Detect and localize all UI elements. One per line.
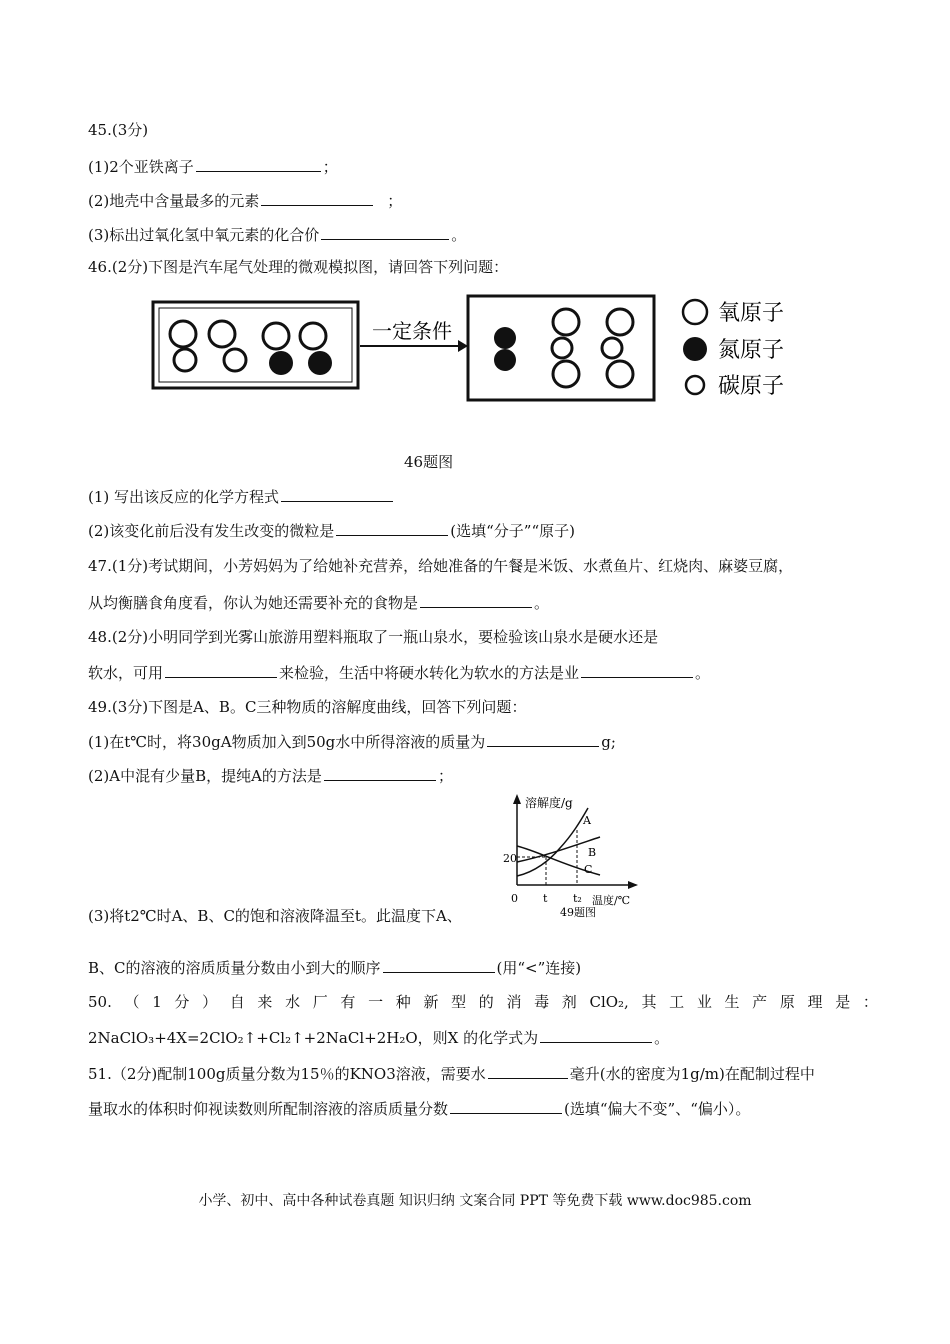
answer-blank [324,765,436,781]
q45-part1 [88,156,338,177]
answer-blank [581,662,693,678]
q47-line1: 47.(1分)考试期间，小芳妈妈为了给她补充营养，给她准备的午餐是米饭、水煮鱼片、红烧肉、麻婆豆腐， [88,557,794,575]
q49-part3b-end: (用“<”连接) [496,959,582,977]
q50-token: ： [862,993,878,1011]
q50-token: 工 [669,993,685,1011]
legend-oxygen: 氧原子 [718,301,785,326]
q50-token: 50. [88,993,112,1011]
q49-part1 [88,731,616,752]
q45-part2 [88,190,402,211]
carbon-atom-icon [686,376,704,394]
nitrogen-atom-icon [683,337,707,361]
q45-part1-text: (1)2个亚铁离子 [88,158,194,176]
q50-token: 剂 [561,993,577,1011]
q45-title: 45.(3分) [88,121,149,139]
series-label-b: B [588,846,597,859]
q49-part3b [88,957,581,978]
q50-token: 1 [152,993,162,1011]
q45-part3 [88,224,466,245]
chart-xtick-0: 0 [511,892,518,905]
answer-blank [420,592,532,608]
answer-blank [487,731,599,747]
legend-nitrogen: 氮原子 [718,338,785,363]
arrow-label: 一定条件 [372,319,452,343]
q50-token: 来 [257,993,273,1011]
answer-blank [488,1063,568,1079]
q50-token: （ [124,993,140,1011]
q50-token: ClO₂, [589,993,629,1011]
series-label-c: C [584,863,593,876]
q51-line1-a: 51.（2分)配制100g质量分数为15％的KNO3溶液，需要水 [88,1065,486,1083]
q50-token: 一 [368,993,384,1011]
q49-part1-text: (1)在t℃时，将30gA物质加入到50g水中所得溶液的质量为 [88,733,486,751]
q45-part3-text: (3)标出过氧化氢中氧元素的化合价 [88,226,320,244]
q50-token: 有 [340,993,356,1011]
answer-blank [321,224,449,240]
q50-token: 其 [641,993,657,1011]
q50-token: ） [202,993,218,1011]
q47-line2-text: 从均衡膳食角度看，你认为她还需要补充的食物是 [88,594,419,612]
oxygen-atom-icon [683,300,707,324]
q50-token: 水 [285,993,301,1011]
chart-xtick-t: t [543,892,548,905]
legend-carbon: 碳原子 [718,374,785,399]
q46-part2 [88,520,575,541]
q50-token: 种 [395,993,411,1011]
q49-part2-end: ； [437,767,453,785]
q50-token: 型 [451,993,467,1011]
q46-part1 [88,486,395,507]
chart-ylabel: 溶解度/g [525,796,573,810]
q50-token: 毒 [534,993,550,1011]
q49-part2 [88,765,453,786]
reaction-diagram [150,288,810,413]
q48-line2-end: 。 [695,664,711,682]
q49-title: 49.(3分)下图是A、B。C三种物质的溶解度曲线，回答下列问题： [88,698,527,716]
q46-caption: 46题图 [404,453,454,471]
answer-blank [165,662,277,678]
q50-token: 产 [752,993,768,1011]
q50-token: 自 [229,993,245,1011]
q45-part3-end: 。 [451,226,467,244]
q50-token: 理 [807,993,823,1011]
q48-line2 [88,662,710,683]
q49-part1-end: g; [601,733,616,751]
q50-line1 [88,992,878,1012]
q51-line2-end: (选填“偏大不变”、“偏小）。 [564,1100,751,1118]
q51-line2 [88,1098,750,1119]
q50-line2-text: 2NaClO₃+4X=2ClO₂↑+Cl₂↑+2NaCl+2H₂O，则X 的化学式为 [88,1029,539,1047]
q48-line1: 48.(2分)小明同学到光雾山旅游用塑料瓶取了一瓶山泉水，要检验该山泉水是硬水还是 [88,628,659,646]
q47-line2 [88,592,549,613]
q50-line2 [88,1027,669,1048]
q48-line2-b: 来检验，生活中将硬水转化为软水的方法是业 [279,664,580,682]
answer-blank [383,957,495,973]
q45-part2-text: (2)地壳中含量最多的元素 [88,192,260,210]
q50-token: 消 [506,993,522,1011]
q49-part2-text: (2)A中混有少量B，提纯A的方法是 [88,767,322,785]
q48-line2-a: 软水，可用 [88,664,164,682]
q50-token: 是 [835,993,851,1011]
q50-token: 的 [478,993,494,1011]
chart-xlabel: 温度/℃ [592,894,631,907]
q50-token: 生 [724,993,740,1011]
answer-blank [261,190,373,206]
chart-ytick-20: 20 [503,852,517,865]
answer-blank [281,486,393,502]
answer-blank [450,1098,562,1114]
q51-line2-text: 量取水的体积时仰视读数则所配制溶液的溶质质量分数 [88,1100,449,1118]
q49-part3: (3)将t2℃时A、B、C的饱和溶液降温至t。此温度下A、 [88,907,462,925]
q51-line1 [88,1063,815,1084]
chart-caption: 49题图 [560,906,596,919]
q50-token: 分 [174,993,190,1011]
q50-token: 原 [779,993,795,1011]
q46-part1-text: (1) 写出该反应的化学方程式 [88,488,280,506]
solubility-chart [500,790,650,925]
series-label-a: A [583,814,591,827]
q45-part1-end: ； [322,158,338,176]
q50-line2-end: 。 [654,1029,670,1047]
q46-part2-text: (2)该变化前后没有发生改变的微粒是 [88,522,335,540]
q50-token: 业 [696,993,712,1011]
q46-title: 46.(2分)下图是汽车尾气处理的微观模拟图，请回答下列问题： [88,258,509,276]
page-footer: 小学、初中、高中各种试卷真题 知识归纳 文案合同 PPT 等免费下载 www.doc985.com [198,1193,752,1209]
q50-token: 厂 [312,993,328,1011]
q50-token: 新 [423,993,439,1011]
q51-line1-b: 毫升(水的密度为1g/m)在配制过程中 [569,1065,815,1083]
q46-part2-end: (选填“分子”“原子) [450,522,575,540]
q45-part2-end: ； [387,192,403,210]
chart-xtick-t2: t₂ [573,892,582,905]
answer-blank [336,520,448,536]
q49-part3b-text: B、C的溶液的溶质质量分数由小到大的顺序 [88,959,381,977]
q47-line2-end: 。 [534,594,550,612]
answer-blank [540,1027,652,1043]
answer-blank [196,156,321,172]
